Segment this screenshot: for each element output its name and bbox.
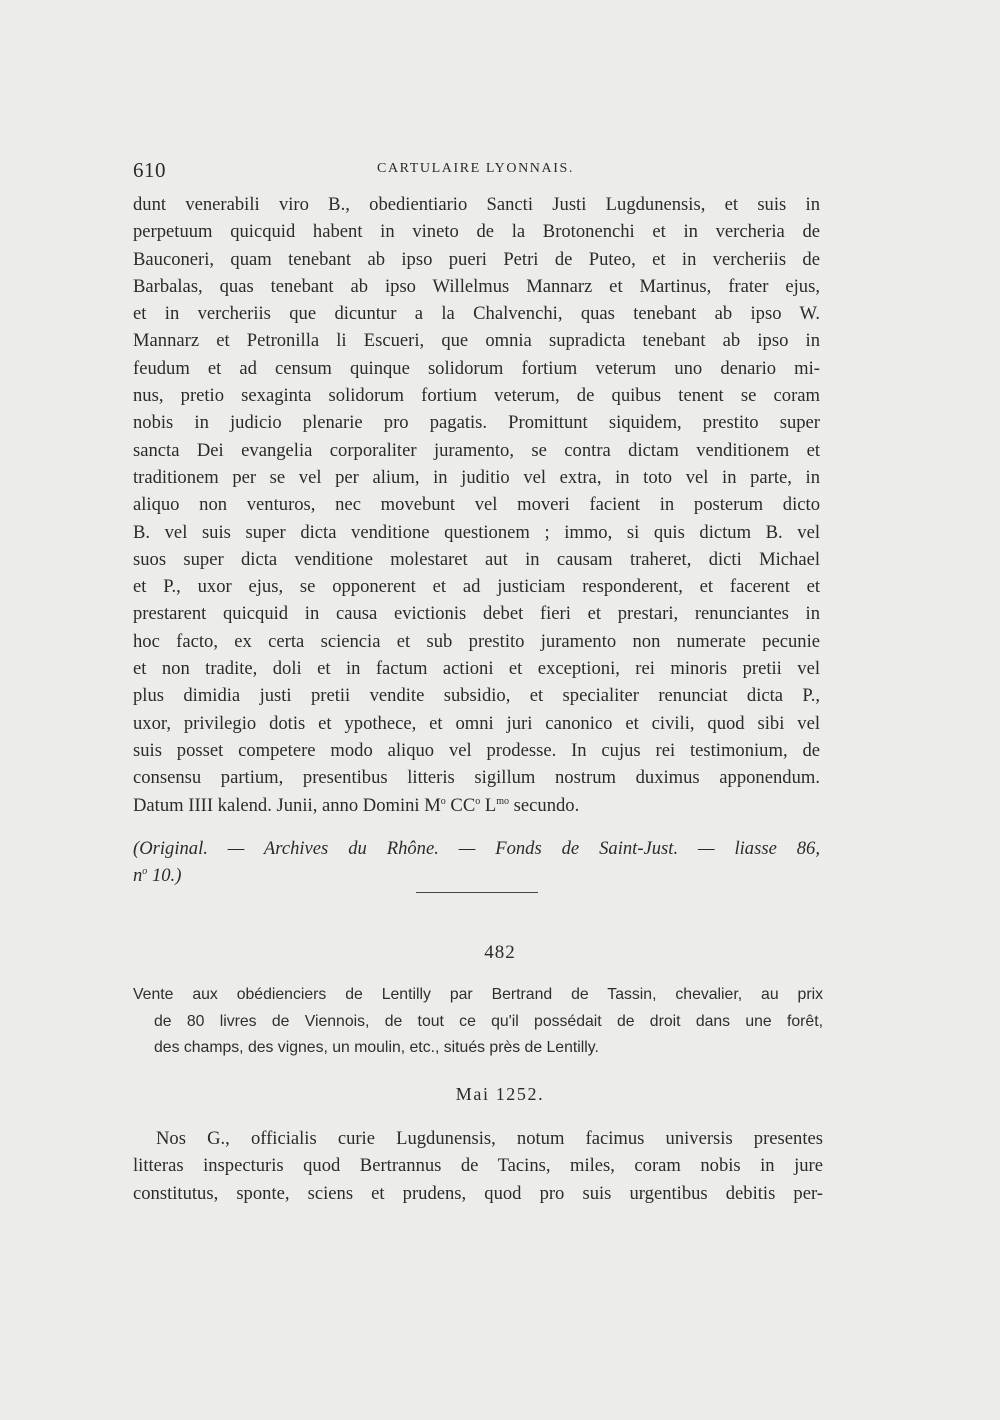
summary-line: des champs, des vignes, un moulin, etc., situés près de Lentilly. [154,1039,599,1056]
superscript: o [440,795,446,807]
source-text: 10.) [147,865,182,887]
source-line: (Original. — Archives du Rhône. — Fonds de Saint-Just. — liasse 86, [133,838,820,859]
text-line: Nos G., officialis curie Lugdunensis, notum facimus universis presentes [156,1128,823,1149]
section-divider [416,892,538,893]
text-line: B. vel suis super dicta venditione questionem ; immo, si quis dictum B. vel [133,521,820,543]
text-line: consensu partium, presentibus litteris sigillum nostrum duximus apponendum. [133,767,820,789]
text-line: constitutus, sponte, sciens et prudens, quod pro suis urgentibus debitis per- [133,1182,823,1204]
datum-text: Datum IIII kalend. Junii, anno Domini M [133,794,441,816]
source-text: n [133,865,143,887]
document-date: Mai 1252. [455,1084,545,1104]
text-line: Bauconeri, quam tenebant ab ipso pueri Petri de Puteo, et in vercheriis de [133,248,820,270]
superscript: o [475,795,481,807]
text-line: suos super dicta venditione molestaret aut in causam traheret, dicti Michael [133,548,820,570]
text-line: uxor, privilegio dotis et ypothece, et omni juri canonico et civili, quod sibi vel [133,712,820,734]
document-number: 482 [484,942,516,963]
text-line: et in vercheriis que dicuntur a la Chalvenchi, quas tenebant ab ipso W. [133,303,820,325]
text-line: et non tradite, doli et in factum actioni et exceptioni, rei minoris pretii vel [133,658,820,680]
text-line: et P., uxor ejus, se opponerent et ad justiciam responderent, et facerent et [133,576,820,598]
text-line: sancta Dei evangelia corporaliter juramento, se contra dictam venditionem et [133,439,820,461]
summary-line: Vente aux obédienciers de Lentilly par Bertrand de Tassin, chevalier, au prix [133,986,823,1003]
text-line: feudum et ad censum quinque solidorum fortium veterum uno denario mi- [133,357,820,379]
text-line: litteras inspecturis quod Bertrannus de Tacins, miles, coram nobis in jure [133,1155,823,1177]
page-number: 610 [133,158,166,182]
text-line: Mannarz et Petronilla li Escueri, que omnia supradicta tenebant ab ipso in [133,330,820,352]
running-title: CARTULAIRE LYONNAIS. [377,161,574,176]
charter-481-text [133,191,820,819]
text-line: nobis in judicio plenarie pro pagatis. Promittunt siquidem, prestito super [133,412,820,434]
source-line [133,862,820,889]
text-line: traditionem per se vel per alium, in juditio vel extra, in toto vel in parte, in [133,466,820,488]
datum-line [133,792,820,819]
charter-482-text [133,1125,823,1207]
source-note [133,835,820,890]
running-head [133,158,818,184]
text-line: nus, pretio sexaginta solidorum fortium veterum, de quibus tenent se coram [133,385,820,407]
text-line: perpetuum quicquid habent in vineto de la Brotonenchi et in vercheria de [133,221,820,243]
datum-text: CC [445,794,476,816]
text-line: suis posset competere modo aliquo vel prodesse. In cujus rei testimonium, de [133,739,820,761]
text-line: dunt venerabili viro B., obedientiario Sancti Justi Lugdunensis, et suis in [133,194,820,215]
summary-line: de 80 livres de Viennois, de tout ce qu'il possédait de droit dans une forêt, [154,1012,823,1030]
superscript: mo [496,795,510,807]
text-line: aliquo non venturos, nec movebunt vel moveri facient in posterum dicto [133,494,820,516]
text-line: Barbalas, quas tenebant ab ipso Willelmus Mannarz et Martinus, frater ejus, [133,275,820,297]
datum-text: secundo. [509,794,580,816]
text-line: prestarent quicquid in causa evictionis debet fieri et prestari, renunciantes in [133,603,820,625]
document-summary [133,982,823,1062]
superscript: o [142,866,148,878]
datum-text: L [480,794,497,816]
text-line: plus dimidia justi pretii vendite subsidio, et specialiter renunciat dicta P., [133,685,820,707]
text-line: hoc facto, ex certa sciencia et sub prestito juramento non numerate pecunie [133,630,820,652]
